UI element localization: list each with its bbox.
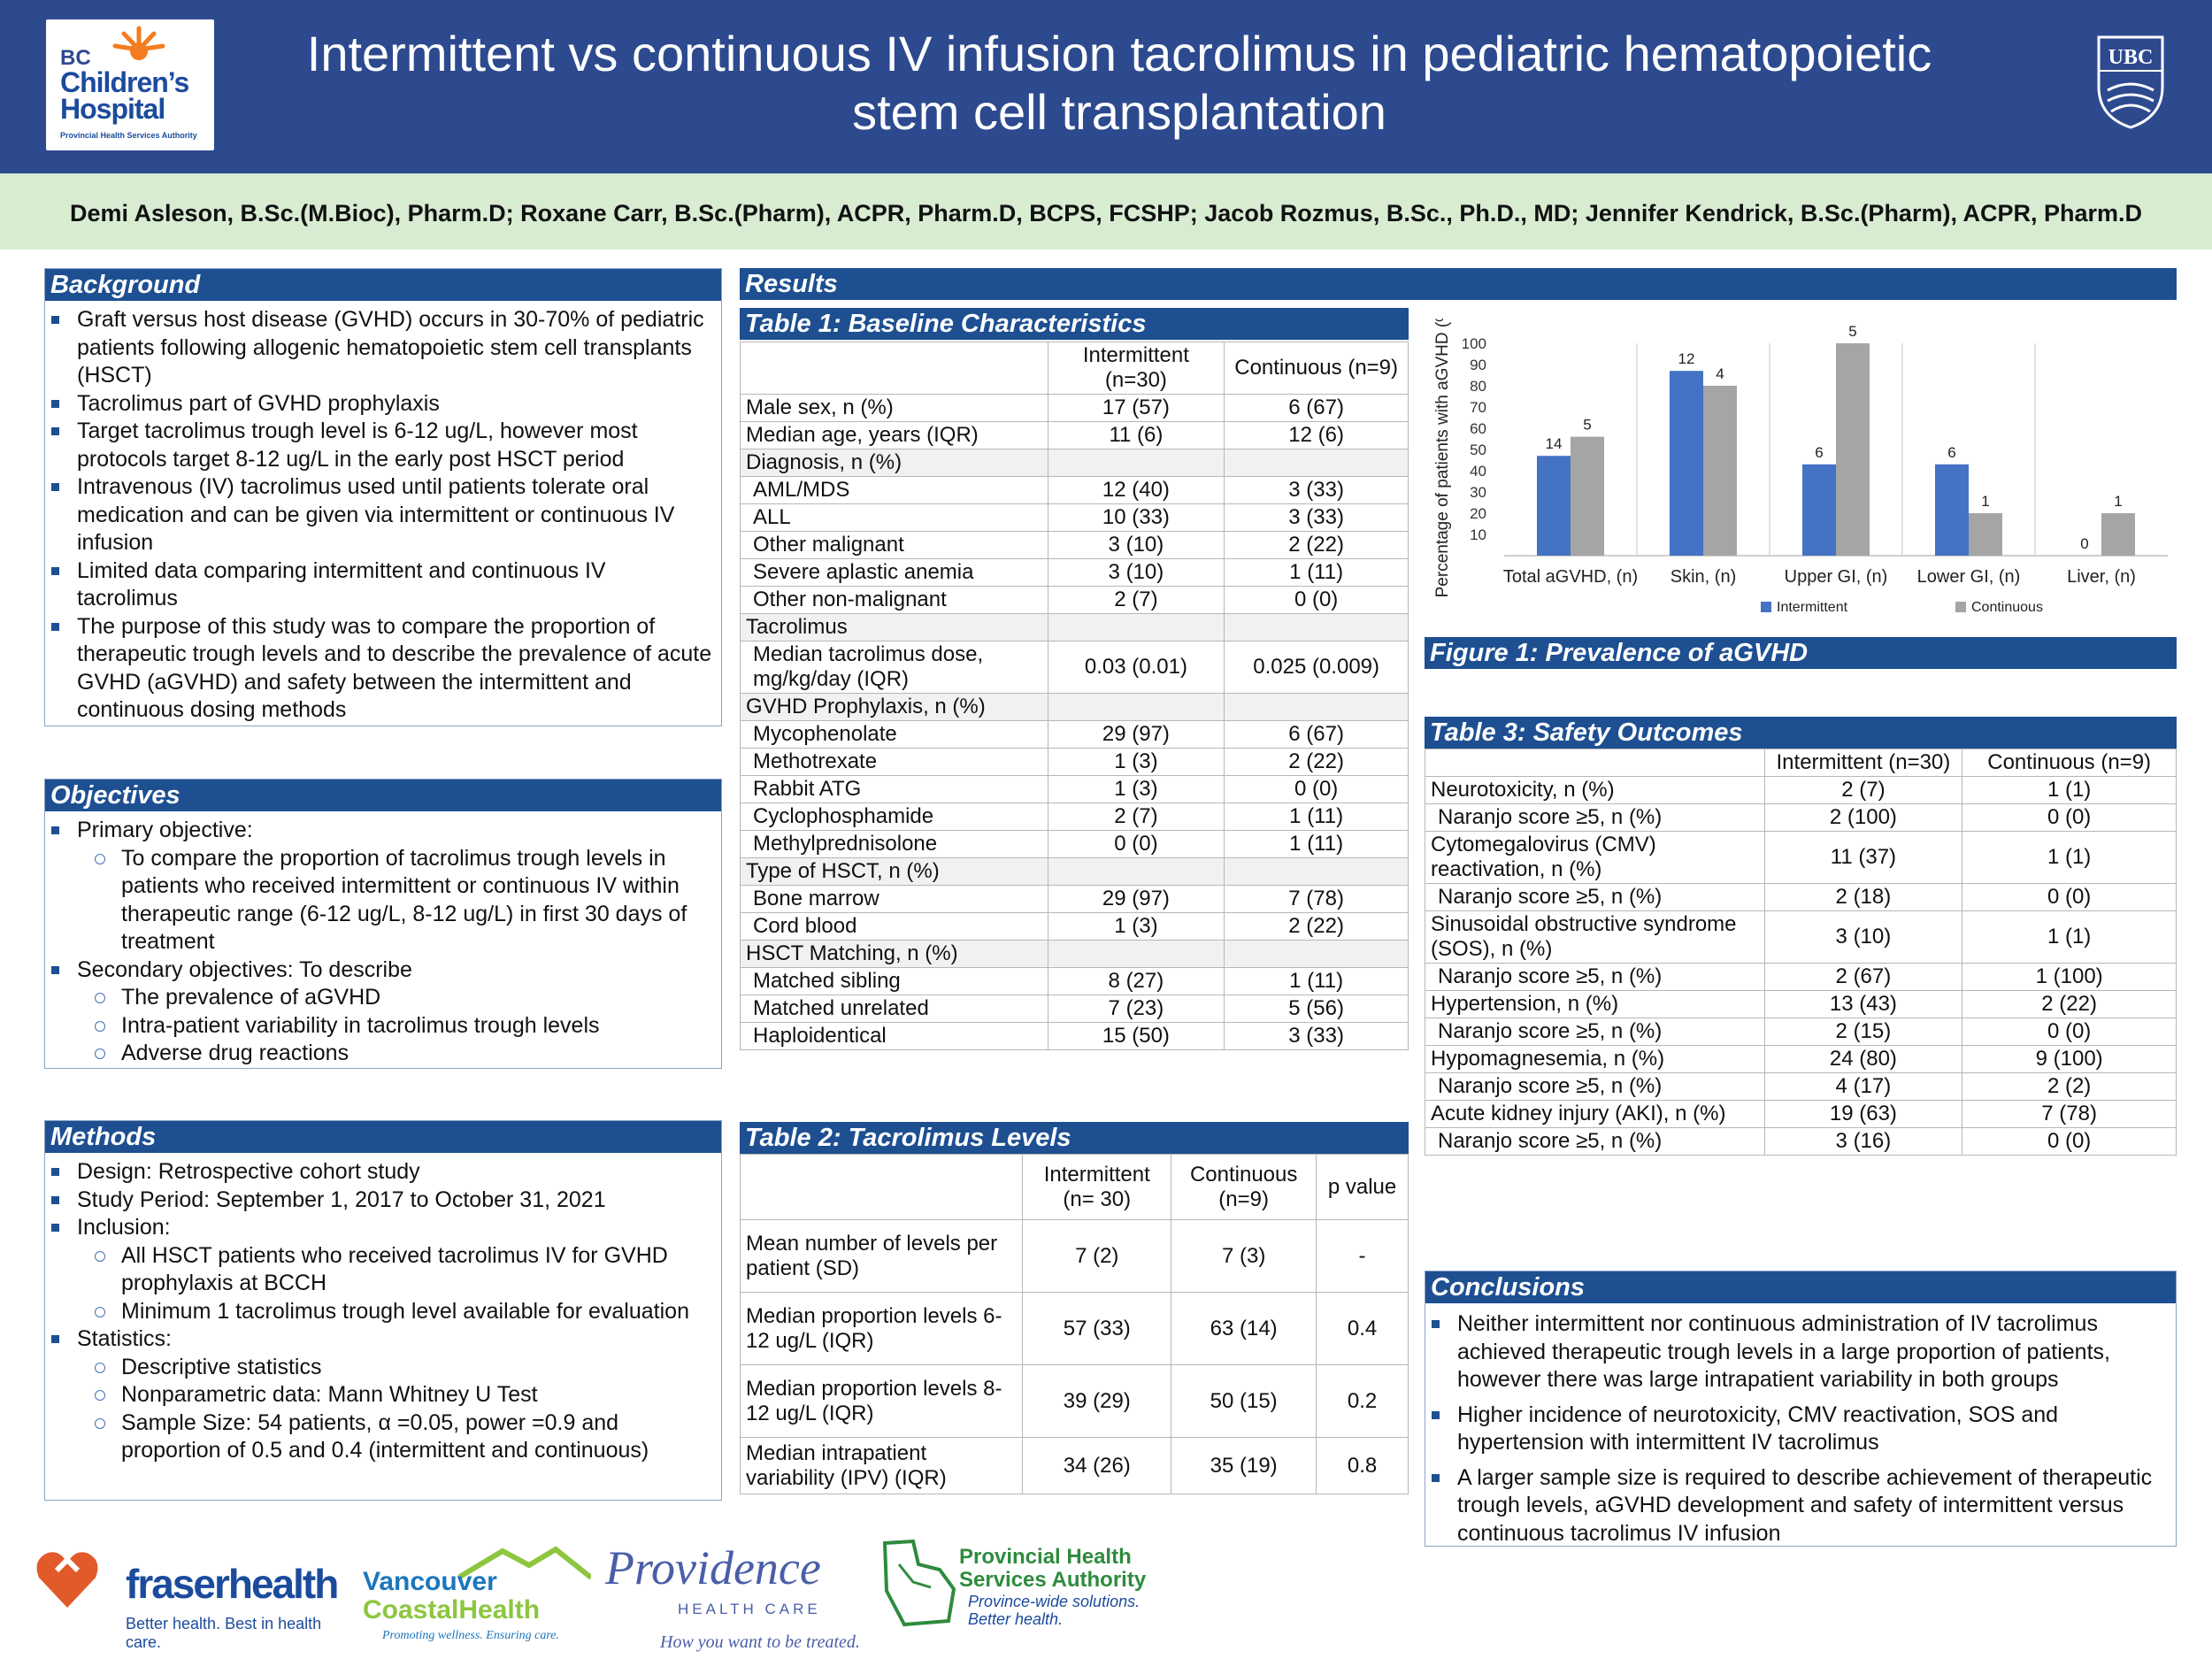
row-value: 0.4	[1317, 1293, 1409, 1365]
row-value	[1048, 614, 1225, 641]
table-row	[741, 941, 1409, 968]
y-tick-label: 100	[1461, 335, 1486, 352]
table-row	[741, 559, 1409, 587]
row-value: 7 (78)	[1225, 886, 1409, 913]
row-value: 15 (50)	[1048, 1023, 1225, 1050]
row-value: 8 (27)	[1048, 968, 1225, 995]
row-label: Mycophenolate	[741, 721, 1048, 749]
bar-intermittent	[1670, 371, 1703, 556]
row-value: 24 (80)	[1764, 1046, 1962, 1073]
bar-data-label: 5	[1583, 416, 1592, 434]
background-heading: Background	[45, 269, 721, 301]
vch-text-1: Vancouver	[363, 1567, 497, 1596]
row-value: 2 (100)	[1764, 804, 1962, 832]
providence-tagline: How you want to be treated.	[660, 1632, 860, 1652]
safety-outcomes-table	[1425, 749, 2177, 1156]
legend-label: Continuous	[1971, 600, 2043, 615]
y-tick-label: 50	[1470, 442, 1486, 458]
y-tick-label: 60	[1470, 420, 1486, 437]
table-row	[741, 749, 1409, 776]
y-tick-label: 10	[1470, 526, 1486, 543]
row-value	[1225, 858, 1409, 886]
row-label: Cord blood	[741, 913, 1048, 941]
table-row	[741, 422, 1409, 449]
row-value: 2 (15)	[1764, 1018, 1962, 1046]
x-tick-label: Skin, (n)	[1670, 567, 1737, 587]
table-row	[1425, 991, 2177, 1018]
figure1-chart	[1425, 319, 2177, 633]
legend-swatch-intermittent	[1761, 602, 1771, 612]
row-label: GVHD Prophylaxis, n (%)	[741, 694, 1048, 721]
conclusions-panel	[1425, 1271, 2177, 1547]
background-panel	[44, 268, 722, 726]
row-label: AML/MDS	[741, 477, 1048, 504]
table-row	[741, 395, 1409, 422]
table-row	[741, 1293, 1409, 1365]
row-label: Median proportion levels 6-12 ug/L (IQR)	[741, 1293, 1023, 1365]
table-row	[741, 831, 1409, 858]
methods-heading: Methods	[45, 1121, 721, 1153]
table2-heading: Table 2: Tacrolimus Levels	[740, 1122, 1409, 1154]
row-value: 5 (56)	[1225, 995, 1409, 1023]
authors: Demi Asleson, B.Sc.(M.Bioc), Pharm.D; Roxane Carr, B.Sc.(Pharm), ACPR, Pharm.D, BCPS, FCSHP; Jacob Rozmus, B.Sc., Ph.D., MD; Jennifer Kendrick, B.Sc.(Pharm), ACPR, Pharm.D	[70, 200, 2142, 227]
table-row	[741, 995, 1409, 1023]
row-label: Cyclophosphamide	[741, 803, 1048, 831]
bar-continuous	[1836, 343, 1870, 556]
row-value: 3 (10)	[1764, 911, 1962, 964]
ubc-logo	[2095, 32, 2166, 129]
list-item: Secondary objectives: To describe	[77, 956, 712, 985]
table-row	[741, 477, 1409, 504]
table-row	[1425, 884, 2177, 911]
table3-heading: Table 3: Safety Outcomes	[1425, 717, 2177, 749]
list-item: Tacrolimus part of GVHD prophylaxis	[77, 390, 712, 419]
x-tick-label: Lower GI, (n)	[1916, 567, 2021, 587]
row-value: 0.025 (0.009)	[1225, 641, 1409, 694]
row-value: 11 (37)	[1764, 832, 1962, 884]
row-value: 3 (33)	[1225, 504, 1409, 532]
legend-swatch-continuous	[1955, 602, 1966, 612]
row-value: 0.8	[1317, 1438, 1409, 1494]
conclusions-list	[1425, 1303, 2176, 1553]
col-p-value: p value	[1317, 1155, 1409, 1220]
phsa-tagline-2: Better health.	[968, 1610, 1064, 1628]
table-row	[741, 1220, 1409, 1293]
table-row	[1425, 1073, 2177, 1101]
row-value: 3 (10)	[1048, 532, 1225, 559]
list-item: Limited data comparing intermittent and continuous IV tacrolimus	[77, 557, 712, 613]
bar-data-label: 0	[2080, 535, 2089, 552]
row-value: 9 (100)	[1962, 1046, 2177, 1073]
row-label: Haploidentical	[741, 1023, 1048, 1050]
list-item: Neither intermittent nor continuous administration of IV tacrolimus achieved therapeutic trough levels in a large proportion of patients, however there was large intrapatient variability in both groups	[1457, 1310, 2167, 1394]
bar-data-label: 6	[1815, 443, 1824, 461]
legend-label: Intermittent	[1777, 600, 1848, 615]
sun-icon	[108, 23, 170, 67]
objectives-heading: Objectives	[45, 780, 721, 811]
list-subitem: All HSCT patients who received tacrolimus IV for GVHD prophylaxis at BCCH	[121, 1242, 712, 1298]
list-item: Higher incidence of neurotoxicity, CMV reactivation, SOS and hypertension with intermittent IV tacrolimus	[1457, 1402, 2167, 1457]
row-value: 29 (97)	[1048, 721, 1225, 749]
table-row	[741, 968, 1409, 995]
row-value: 1 (3)	[1048, 776, 1225, 803]
row-label: Mean number of levels per patient (SD)	[741, 1220, 1023, 1293]
row-label: ALL	[741, 504, 1048, 532]
row-label: Bone marrow	[741, 886, 1048, 913]
table-row	[1425, 1046, 2177, 1073]
table-row	[741, 504, 1409, 532]
col-continuous: Continuous (n=9)	[1962, 749, 2177, 777]
row-value	[1048, 941, 1225, 968]
conclusions-heading: Conclusions	[1425, 1271, 2176, 1303]
row-label: HSCT Matching, n (%)	[741, 941, 1048, 968]
row-label: Sinusoidal obstructive syndrome (SOS), n (%)	[1425, 911, 1765, 964]
col-intermittent: Intermittent (n= 30)	[1023, 1155, 1171, 1220]
row-value: 17 (57)	[1048, 395, 1225, 422]
row-label: Methylprednisolone	[741, 831, 1048, 858]
row-value: 0 (0)	[1962, 1128, 2177, 1156]
row-value: 19 (63)	[1764, 1101, 1962, 1128]
row-label: Median tacrolimus dose, mg/kg/day (IQR)	[741, 641, 1048, 694]
row-value: 2 (7)	[1048, 587, 1225, 614]
logo-pha-text: Provincial Health Services Authority	[60, 131, 197, 140]
list-item: Inclusion:	[77, 1214, 712, 1242]
x-tick-label: Upper GI, (n)	[1784, 567, 1888, 587]
list-item: Target tacrolimus trough level is 6-12 ug/L, however most protocols target 8-12 ug/L in the early post HSCT period	[77, 418, 712, 473]
table-row	[1425, 1101, 2177, 1128]
phsa-text-1: Provincial Health	[959, 1545, 1132, 1569]
list-subitem: Intra-patient variability in tacrolimus trough levels	[121, 1012, 712, 1041]
list-item: Intravenous (IV) tacrolimus used until patients tolerate oral medication and can be given via intermittent or continuous IV infusion	[77, 473, 712, 557]
fraser-tagline: Better health. Best in health care.	[126, 1615, 322, 1651]
row-label: Acute kidney injury (AKI), n (%)	[1425, 1101, 1765, 1128]
table-row	[1425, 1128, 2177, 1156]
row-value: 3 (16)	[1764, 1128, 1962, 1156]
title-line-2: stem cell transplantation	[852, 84, 1386, 140]
phsa-text-2: Services Authority	[959, 1568, 1147, 1592]
x-tick-label: Liver, (n)	[2067, 567, 2136, 587]
tacrolimus-levels-table	[740, 1154, 1409, 1494]
row-value: 1 (100)	[1962, 964, 2177, 991]
table-row	[741, 776, 1409, 803]
table-row	[741, 1023, 1409, 1050]
list-item: Graft versus host disease (GVHD) occurs in 30-70% of pediatric patients following allogenic hematopoietic stem cell transplants (HSCT)	[77, 306, 712, 390]
row-value: 0.03 (0.01)	[1048, 641, 1225, 694]
row-value: 1 (1)	[1962, 777, 2177, 804]
row-label: Naranjo score ≥5, n (%)	[1425, 884, 1765, 911]
row-value: 35 (19)	[1171, 1438, 1317, 1494]
bar-intermittent	[1802, 465, 1836, 556]
row-label: Tacrolimus	[741, 614, 1048, 641]
row-label: Matched sibling	[741, 968, 1048, 995]
row-value: 1 (11)	[1225, 559, 1409, 587]
row-value: 2 (22)	[1225, 913, 1409, 941]
row-label: Naranjo score ≥5, n (%)	[1425, 1128, 1765, 1156]
bar-continuous	[1703, 386, 1737, 556]
fraser-heart-icon	[32, 1544, 103, 1615]
table-row	[1425, 832, 2177, 884]
table-header-row	[1425, 749, 2177, 777]
row-value: 1 (11)	[1225, 831, 1409, 858]
row-value: 12 (40)	[1048, 477, 1225, 504]
table-row	[1425, 964, 2177, 991]
table-row	[741, 858, 1409, 886]
bar-continuous	[1571, 437, 1604, 556]
providence-sub: HEALTH CARE	[678, 1601, 821, 1617]
y-tick-label: 90	[1470, 357, 1486, 373]
row-label: Neurotoxicity, n (%)	[1425, 777, 1765, 804]
vch-text-2: CoastalHealth	[363, 1595, 541, 1624]
row-value: 2 (2)	[1962, 1073, 2177, 1101]
row-value: 63 (14)	[1171, 1293, 1317, 1365]
list-item: Study Period: September 1, 2017 to October 31, 2021	[77, 1187, 712, 1215]
col-continuous: Continuous (n=9)	[1171, 1155, 1317, 1220]
y-tick-label: 40	[1470, 463, 1486, 480]
phsa-logo	[876, 1538, 1177, 1644]
row-value	[1225, 941, 1409, 968]
methods-panel	[44, 1120, 722, 1501]
row-value: 1 (3)	[1048, 749, 1225, 776]
table-row	[741, 886, 1409, 913]
y-tick-label: 30	[1470, 484, 1486, 501]
row-value: 2 (67)	[1764, 964, 1962, 991]
bar-continuous	[1969, 513, 2002, 556]
row-value: 3 (33)	[1225, 477, 1409, 504]
footer-logos	[0, 1526, 894, 1659]
y-tick-label: 20	[1470, 505, 1486, 522]
row-value: 0 (0)	[1225, 587, 1409, 614]
list-subitem: The prevalence of aGVHD	[121, 984, 712, 1012]
row-label: Naranjo score ≥5, n (%)	[1425, 1073, 1765, 1101]
y-tick-label: 70	[1470, 399, 1486, 416]
row-value: 13 (43)	[1764, 991, 1962, 1018]
table-row	[741, 1365, 1409, 1438]
ubc-text: UBC	[2108, 46, 2154, 69]
bar-data-label: 1	[1981, 493, 1990, 510]
col-intermittent: Intermittent (n=30)	[1048, 342, 1225, 395]
row-label: Male sex, n (%)	[741, 395, 1048, 422]
table-row	[741, 694, 1409, 721]
row-label: Other malignant	[741, 532, 1048, 559]
row-value: 2 (7)	[1048, 803, 1225, 831]
table-row	[741, 803, 1409, 831]
row-label: Naranjo score ≥5, n (%)	[1425, 964, 1765, 991]
row-value: 1 (11)	[1225, 968, 1409, 995]
phsa-tagline-1: Province-wide solutions.	[968, 1593, 1141, 1610]
row-value: 0 (0)	[1962, 804, 2177, 832]
title-line-1: Intermittent vs continuous IV infusion tacrolimus in pediatric hematopoietic	[306, 26, 1932, 81]
fraser-text: fraserhealth	[126, 1561, 338, 1607]
bc-childrens-hospital-logo	[46, 19, 214, 150]
row-value: 6 (67)	[1225, 395, 1409, 422]
row-label: Naranjo score ≥5, n (%)	[1425, 804, 1765, 832]
row-value: -	[1317, 1220, 1409, 1293]
bar-data-label: 4	[1716, 365, 1724, 382]
row-value: 0 (0)	[1962, 884, 2177, 911]
row-value: 0 (0)	[1225, 776, 1409, 803]
row-label: Cytomegalovirus (CMV) reactivation, n (%)	[1425, 832, 1765, 884]
table-row	[1425, 777, 2177, 804]
fraser-health-logo	[32, 1544, 338, 1651]
row-label: Median proportion levels 8-12 ug/L (IQR)	[741, 1365, 1023, 1438]
baseline-table	[740, 342, 1409, 1050]
table1-heading: Table 1: Baseline Characteristics	[740, 308, 1409, 340]
row-value	[1048, 694, 1225, 721]
row-value: 2 (18)	[1764, 884, 1962, 911]
row-label: Diagnosis, n (%)	[741, 449, 1048, 477]
row-value: 0 (0)	[1962, 1018, 2177, 1046]
table-row	[741, 721, 1409, 749]
row-value: 1 (11)	[1225, 803, 1409, 831]
bar-data-label: 1	[2114, 493, 2123, 510]
row-label: Hypomagnesemia, n (%)	[1425, 1046, 1765, 1073]
list-subitem: Nonparametric data: Mann Whitney U Test	[121, 1381, 712, 1409]
bar-intermittent	[1537, 456, 1571, 556]
row-label: Matched unrelated	[741, 995, 1048, 1023]
row-value: 12 (6)	[1225, 422, 1409, 449]
x-tick-label: Total aGVHD, (n)	[1502, 567, 1639, 587]
row-value: 50 (15)	[1171, 1365, 1317, 1438]
figure1-caption: Figure 1: Prevalence of aGVHD	[1425, 637, 2177, 669]
row-label: Rabbit ATG	[741, 776, 1048, 803]
list-subitem: Descriptive statistics	[121, 1354, 712, 1382]
row-value: 7 (23)	[1048, 995, 1225, 1023]
table-header-row	[741, 1155, 1409, 1220]
row-label: Methotrexate	[741, 749, 1048, 776]
row-value: 7 (3)	[1171, 1220, 1317, 1293]
row-value: 11 (6)	[1048, 422, 1225, 449]
table-row	[1425, 804, 2177, 832]
row-value	[1048, 858, 1225, 886]
col-continuous: Continuous (n=9)	[1225, 342, 1409, 395]
bar-data-label: 5	[1848, 323, 1857, 340]
y-tick-label: 80	[1470, 378, 1486, 395]
background-list	[45, 301, 721, 730]
bar-data-label: 12	[1678, 350, 1695, 368]
row-value	[1225, 449, 1409, 477]
row-value: 4 (17)	[1764, 1073, 1962, 1101]
table-row	[741, 913, 1409, 941]
row-label: Hypertension, n (%)	[1425, 991, 1765, 1018]
row-value: 6 (67)	[1225, 721, 1409, 749]
row-value: 2 (7)	[1764, 777, 1962, 804]
page-title	[239, 25, 2000, 142]
row-value: 39 (29)	[1023, 1365, 1171, 1438]
row-value: 1 (1)	[1962, 832, 2177, 884]
row-value: 7 (78)	[1962, 1101, 2177, 1128]
table-row	[741, 587, 1409, 614]
table-header-row	[741, 342, 1409, 395]
row-value	[1048, 449, 1225, 477]
col-intermittent: Intermittent (n=30)	[1764, 749, 1962, 777]
table-row	[741, 449, 1409, 477]
table-row	[741, 614, 1409, 641]
row-value: 1 (3)	[1048, 913, 1225, 941]
row-label: Median intrapatient variability (IPV) (IQR)	[741, 1438, 1023, 1494]
list-item: A larger sample size is required to describe achievement of therapeutic trough levels, aGVHD development and safety of intermittent versus continuous tacrolimus IV infusion	[1457, 1464, 2167, 1548]
vch-tagline: Promoting wellness. Ensuring care.	[382, 1629, 560, 1642]
row-value: 10 (33)	[1048, 504, 1225, 532]
providence-logo	[603, 1533, 887, 1657]
table-row	[741, 532, 1409, 559]
ubc-crest-icon	[2095, 32, 2166, 129]
row-value: 2 (22)	[1225, 532, 1409, 559]
row-label: Severe aplastic anemia	[741, 559, 1048, 587]
table-row	[1425, 911, 2177, 964]
row-value: 0.2	[1317, 1365, 1409, 1438]
row-value: 3 (10)	[1048, 559, 1225, 587]
bar-data-label: 14	[1545, 435, 1563, 453]
row-value	[1225, 614, 1409, 641]
objectives-list	[45, 811, 721, 1073]
bc-map-icon	[878, 1538, 959, 1628]
table-row	[741, 1438, 1409, 1494]
list-item: Statistics:	[77, 1325, 712, 1354]
row-label: Other non-malignant	[741, 587, 1048, 614]
bar-data-label: 6	[1947, 443, 1956, 461]
row-value: 3 (33)	[1225, 1023, 1409, 1050]
row-value: 0 (0)	[1048, 831, 1225, 858]
row-value: 2 (22)	[1225, 749, 1409, 776]
header-banner	[0, 0, 2212, 173]
list-item: Primary objective:	[77, 817, 712, 845]
chart-svg	[1425, 319, 2177, 633]
list-subitem: Adverse drug reactions	[121, 1040, 712, 1068]
table-row	[741, 641, 1409, 694]
logo-bc-text: BC	[60, 46, 91, 70]
list-subitem: Sample Size: 54 patients, α =0.05, power =0.9 and proportion of 0.5 and 0.4 (intermittent and continuous)	[121, 1409, 712, 1465]
y-axis-label: Percentage of patients with aGVHD (%)	[1433, 319, 1452, 598]
row-label: Median age, years (IQR)	[741, 422, 1048, 449]
providence-text: Providence	[605, 1541, 821, 1594]
list-item: Design: Retrospective cohort study	[77, 1158, 712, 1187]
list-item: The purpose of this study was to compare the proportion of therapeutic trough levels and to describe the prevalence of acute GVHD (aGVHD) and safety between the intermittent and continuous dosing methods	[77, 613, 712, 725]
list-subitem: To compare the proportion of tacrolimus trough levels in patients who received intermittent or continuous IV within therapeutic range (6-12 ug/L, 8-12 ug/L) in first 30 days of treatment	[121, 845, 712, 956]
objectives-panel	[44, 779, 722, 1069]
row-label: Naranjo score ≥5, n (%)	[1425, 1018, 1765, 1046]
row-value: 2 (22)	[1962, 991, 2177, 1018]
list-subitem: Minimum 1 tacrolimus trough level available for evaluation	[121, 1298, 712, 1326]
results-heading: Results	[740, 268, 2177, 300]
row-value: 57 (33)	[1023, 1293, 1171, 1365]
bar-continuous	[2101, 513, 2135, 556]
methods-list	[45, 1153, 721, 1471]
bar-intermittent	[1935, 465, 1969, 556]
row-label: Type of HSCT, n (%)	[741, 858, 1048, 886]
vch-logo	[361, 1544, 600, 1650]
row-value: 1 (1)	[1962, 911, 2177, 964]
row-value: 34 (26)	[1023, 1438, 1171, 1494]
row-value	[1225, 694, 1409, 721]
row-value: 29 (97)	[1048, 886, 1225, 913]
row-value: 7 (2)	[1023, 1220, 1171, 1293]
logo-childrens-hospital-text: Children’s Hospital	[60, 66, 189, 125]
table-row	[1425, 1018, 2177, 1046]
